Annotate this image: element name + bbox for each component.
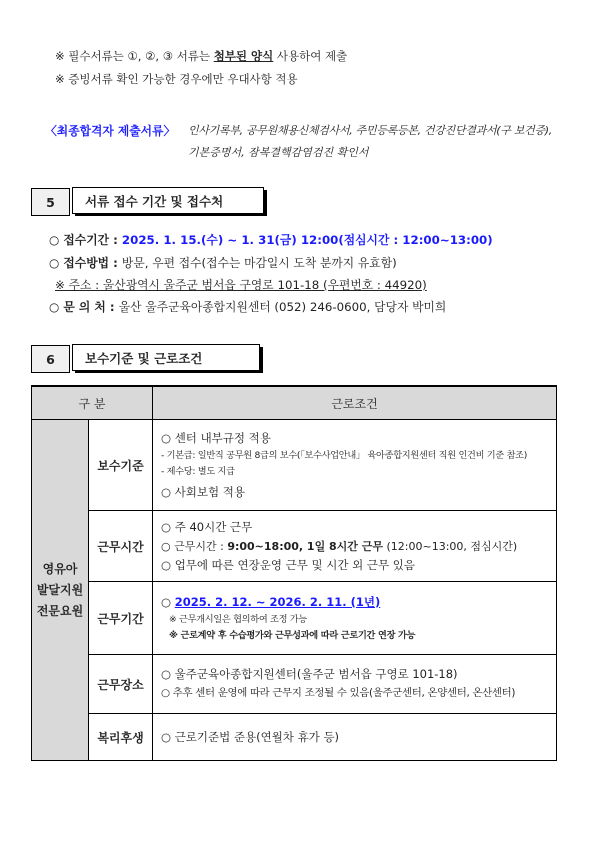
section5-number: 5 — [31, 188, 70, 216]
header-category: 구 분 — [32, 386, 153, 420]
table-row — [32, 582, 557, 655]
note-proof-docs: ※ 증빙서류 확인 가능한 경우에만 우대사항 적용 — [55, 72, 298, 86]
section6-title: 보수기준 및 근로조건 — [72, 344, 260, 371]
receipt-method: ○ 접수방법 : 방문, 우편 접수(접수는 마감일시 도착 분까지 유효함) — [49, 256, 397, 270]
table-row — [32, 655, 557, 714]
section6-number: 6 — [31, 345, 70, 373]
row-content-hours: ○ 주 40시간 근무 ○ 근무시간 : 9:00~18:00, 1일 8시간 근무 (12:00~13:00, 점심시간) ○ 업무에 따른 연장운영 근무 및 시간 외 근무 있음 — [153, 511, 557, 582]
note-form-emphasis: 첨부된 양식 — [213, 49, 274, 63]
group-label: 영유아 발달지원 전문요원 — [32, 420, 89, 761]
row-content-pay: ○ 센터 내부규정 적용 - 기본급: 일반직 공무원 8급의 보수(「보수사업안내」 육아종합지원센터 직원 인건비 기준 참조) - 제수당: 별도 지급 ○ 사회보험 적용 — [153, 420, 557, 511]
row-content-place: ○ 울주군육아종합지원센터(울주군 범서읍 구영로 101-18) ○ 추후 센터 운영에 따라 근무지 조정될 수 있음(울주군센터, 온양센터, 온산센터) — [153, 655, 557, 714]
inquiry-contact: ○ 문 의 처 : 울산 울주군육아종합지원센터 (052) 246-0600, 담당자 박미희 — [49, 300, 447, 314]
receipt-address: ※ 주소 : 울산광역시 울주군 범서읍 구영로 101-18 (우편번호 : 44920) — [55, 278, 427, 292]
work-conditions-table — [31, 385, 557, 761]
row-content-welfare: ○ 근로기준법 준용(연월차 휴가 등) — [153, 714, 557, 761]
table-row — [32, 714, 557, 761]
row-label-period: 근무기간 — [89, 582, 153, 655]
final-docs-line2: 기본증명서, 잠복결핵감염검진 확인서 — [188, 146, 369, 159]
row-label-welfare: 복리후생 — [89, 714, 153, 761]
table-header-row — [32, 386, 557, 420]
row-content-period: ○ 2025. 2. 12. ~ 2026. 2. 11. (1년) ※ 근무개시일은 협의하여 조정 가능 ※ 근로계약 후 수습평가와 근무성과에 따라 근로기간 연장 가능 — [153, 582, 557, 655]
receipt-period: ○ 접수기간 : 2025. 1. 15.(수) ~ 1. 31(금) 12:00(점심시간 : 12:00~13:00) — [49, 233, 493, 247]
period-dates-link: 2025. 2. 12. ~ 2026. 2. 11. (1년) — [174, 594, 381, 609]
table-row — [32, 511, 557, 582]
note-required-docs: ※ 필수서류는 ①, ②, ③ 서류는 첨부된 양식 사용하여 제출 — [55, 49, 348, 63]
row-label-place: 근무장소 — [89, 655, 153, 714]
final-docs-line1: 인사기록부, 공무원채용신체검사서, 주민등록등본, 건강진단결과서(구 보건증), — [188, 124, 552, 137]
table-row — [32, 420, 557, 511]
row-label-pay: 보수기준 — [89, 420, 153, 511]
row-label-hours: 근무시간 — [89, 511, 153, 582]
section5-title: 서류 접수 기간 및 접수처 — [72, 187, 264, 214]
header-conditions: 근로조건 — [153, 386, 557, 420]
final-docs-label: 〈최종합격자 제출서류〉 — [45, 124, 176, 138]
